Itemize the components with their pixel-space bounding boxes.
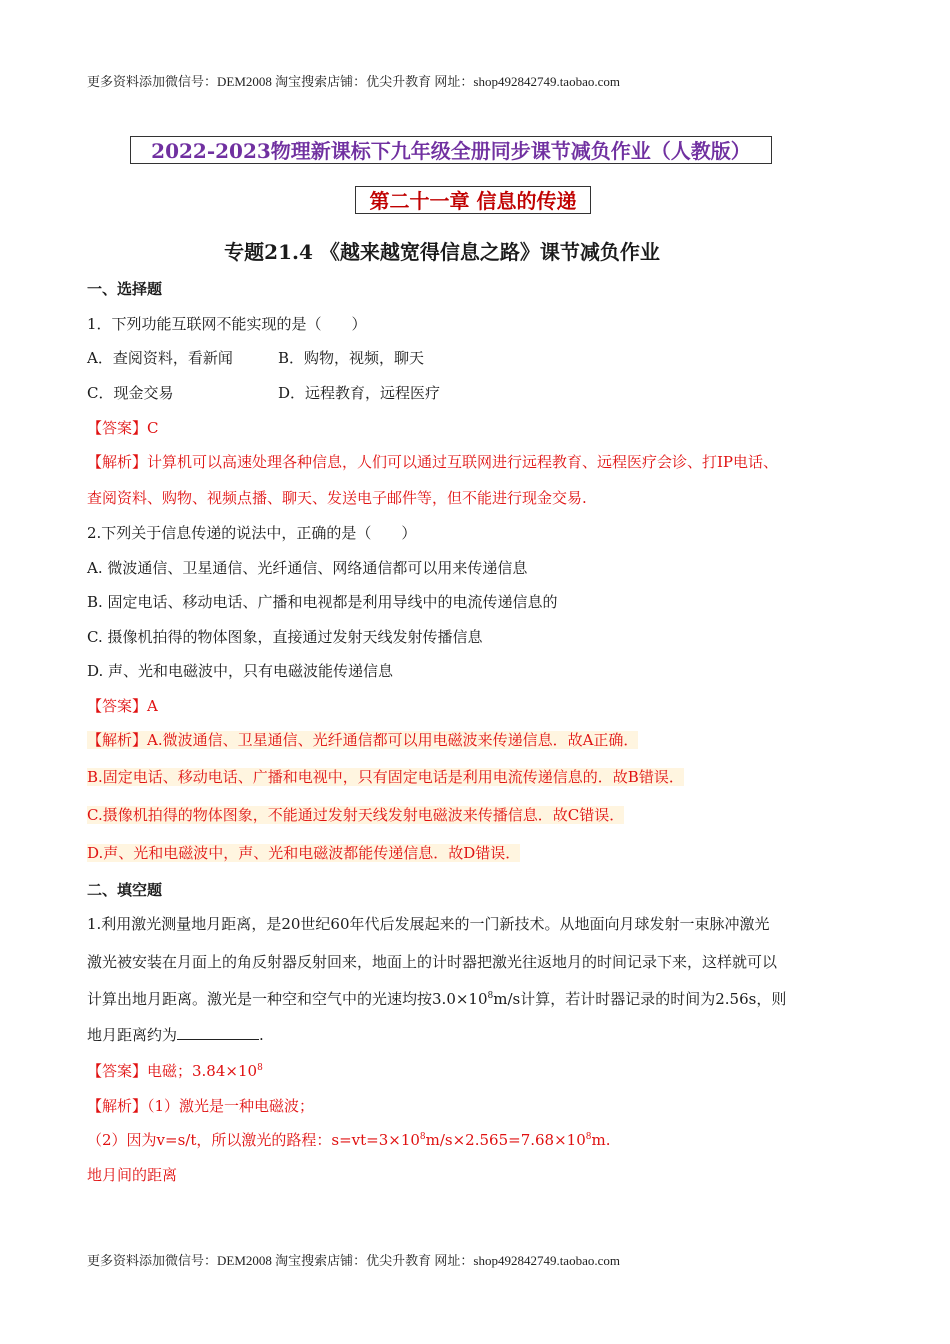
page-header: 更多资料添加微信号：DEM2008 淘宝搜索店铺：优尖升教育 网址：shop492842749.taobao.com xyxy=(87,74,620,89)
q3-line4-part2: . xyxy=(259,1026,264,1044)
q2-stem: 2.下列关于信息传递的说法中，正确的是（ ） xyxy=(87,524,417,542)
q1-answer: 【答案】C xyxy=(87,419,159,437)
q3-analysis-line2 xyxy=(87,1129,610,1150)
q2-option-b: B. 固定电话、移动电话、广播和电视都是利用导线中的电流传递信息的 xyxy=(87,593,558,611)
q2-analysis-line4: D.声、光和电磁波中，声、光和电磁波都能传递信息．故D错误． xyxy=(87,844,521,862)
q3-text-line3 xyxy=(87,988,786,1009)
q3-line3-exponent: 8 xyxy=(487,991,494,1001)
q1-option-a: A．查阅资料，看新闻 xyxy=(87,349,233,367)
q3-analysis2-part1: （2）因为v=s/t，所以激光的路程：s=vt=3×10 xyxy=(87,1131,420,1149)
answer-blank xyxy=(177,1025,259,1040)
q3-analysis2-part2: m/s×2.565=7.68×10 xyxy=(425,1131,586,1149)
q3-analysis-line3: 地月间的距离 xyxy=(87,1166,178,1184)
q2-analysis-line3: C.摄像机拍得的物体图象，不能通过发射天线发射电磁波来传播信息．故C错误． xyxy=(87,806,625,824)
section-heading-choice: 一、选择题 xyxy=(87,280,163,298)
q3-line3-part2: m/s计算，若计时器记录的时间为2.56s，则 xyxy=(493,990,787,1008)
q3-analysis2-part3: m. xyxy=(591,1131,611,1149)
q2-analysis-line1: 【解析】A.微波通信、卫星通信、光纤通信都可以用电磁波来传递信息．故A正确． xyxy=(87,731,639,749)
q2-option-a: A. 微波通信、卫星通信、光纤通信、网络通信都可以用来传递信息 xyxy=(87,559,528,577)
q2-answer: 【答案】A xyxy=(87,697,158,715)
q3-answer xyxy=(87,1060,263,1081)
q3-line4-part1: 地月距离约为 xyxy=(87,1026,178,1044)
topic-title: 专题21.4 《越来越宽得信息之路》课节减负作业 xyxy=(224,240,660,264)
section-heading-fill: 二、填空题 xyxy=(87,881,163,899)
q1-option-d: D．远程教育，远程医疗 xyxy=(278,384,441,402)
q1-analysis-line1: 【解析】计算机可以高速处理各种信息，人们可以通过互联网进行远程教育、远程医疗会诊、打IP电话、 xyxy=(87,453,779,471)
q1-analysis-line2: 查阅资料、购物、视频点播、聊天、发送电子邮件等，但不能进行现金交易. xyxy=(87,489,587,507)
main-title: 2022-2023物理新课标下九年级全册同步课节减负作业（人教版） xyxy=(130,136,772,164)
q1-stem: 1．下列功能互联网不能实现的是（ ） xyxy=(87,315,367,333)
chapter-title: 第二十一章 信息的传递 xyxy=(355,186,591,214)
q3-text-line1: 1.利用激光测量地月距离，是20世纪60年代后发展起来的一门新技术。从地面向月球发射一束脉冲激光 xyxy=(87,915,770,933)
q3-answer-text: 【答案】电磁；3.84×10 xyxy=(87,1062,258,1080)
q2-option-c: C. 摄像机拍得的物体图象，直接通过发射天线发射传播信息 xyxy=(87,628,483,646)
q3-analysis2-exponent2: 8 xyxy=(585,1132,592,1142)
q3-text-line4 xyxy=(87,1024,264,1045)
q3-answer-exponent: 8 xyxy=(257,1063,263,1073)
q3-line3-part1: 计算出地月距离。激光是一种空和空气中的光速均按3.0×10 xyxy=(87,990,488,1008)
q2-analysis-line2: B.固定电话、移动电话、广播和电视中，只有固定电话是利用电流传递信息的．故B错误． xyxy=(87,768,684,786)
q3-text-line2: 激光被安装在月面上的角反射器反射回来，地面上的计时器把激光往返地月的时间记录下来，这样就可以 xyxy=(87,953,778,971)
q3-analysis2-exponent1: 8 xyxy=(419,1132,426,1142)
q2-option-d: D. 声、光和电磁波中，只有电磁波能传递信息 xyxy=(87,662,394,680)
q1-option-b: B．购物，视频，聊天 xyxy=(278,349,425,367)
q1-option-c: C．现金交易 xyxy=(87,384,174,402)
q3-analysis-line1: 【解析】（1）激光是一种电磁波； xyxy=(87,1097,315,1115)
page-footer: 更多资料添加微信号：DEM2008 淘宝搜索店铺：优尖升教育 网址：shop492842749.taobao.com xyxy=(87,1253,620,1268)
